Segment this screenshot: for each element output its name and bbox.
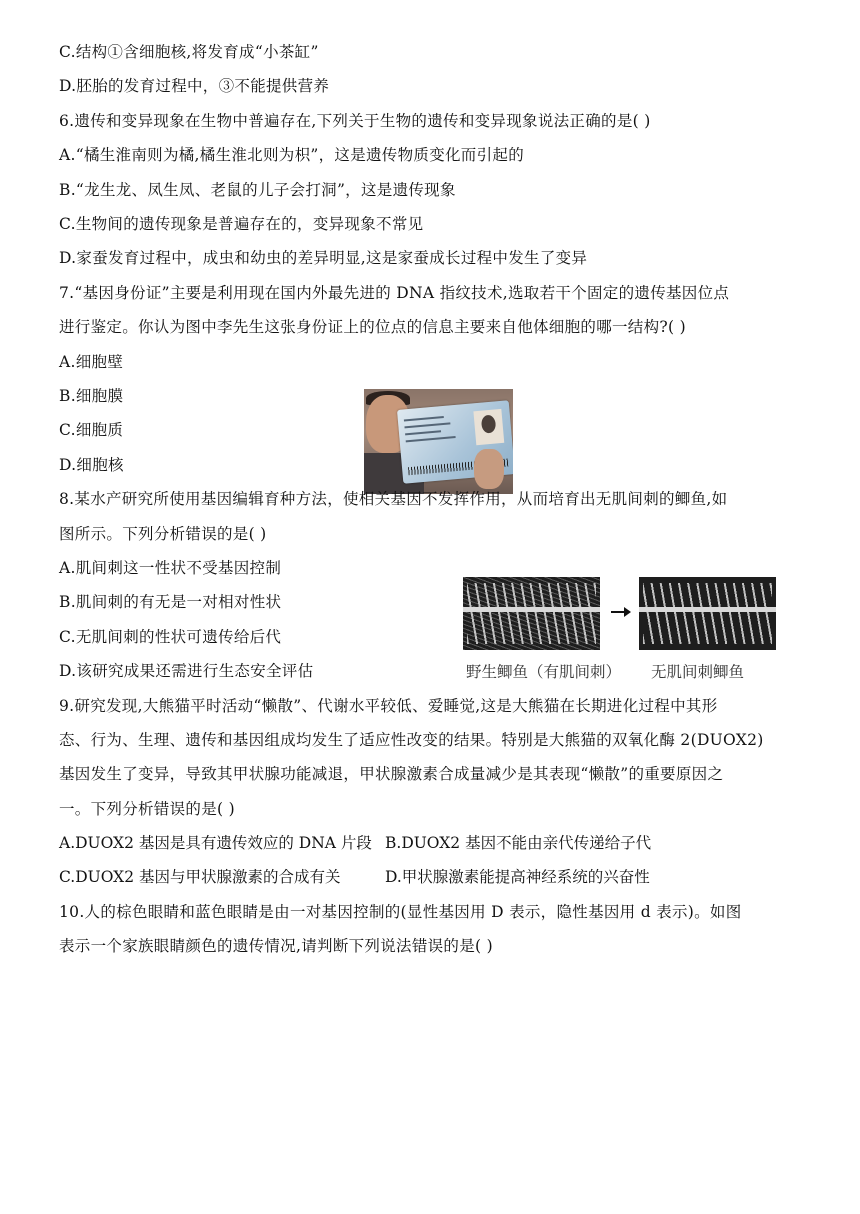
q5-option-c: C.结构①含细胞核,将发育成“小茶缸” [59, 43, 319, 61]
q5-option-d: D.胚胎的发育过程中，③不能提供营养 [59, 77, 330, 95]
q9-stem-line2: 态、行为、生理、遗传和基因组成均发生了适应性改变的结果。特别是大熊猫的双氧化酶 2(DUOX2) [59, 731, 764, 749]
q8-stem-line1: 8.某水产研究所使用基因编辑育种方法，使相关基因不发挥作用，从而培育出无肌间刺的鲫鱼,如 [59, 490, 728, 508]
q8-option-c: C.无肌间刺的性状可遗传给后代 [59, 628, 282, 646]
q6-option-d: D.家蚕发育过程中，成虫和幼虫的差异明显,这是家蚕成长过程中发生了变异 [59, 249, 588, 267]
q9-option-a: A.DUOX2 基因是具有遗传效应的 DNA 片段 [59, 834, 372, 852]
q6-option-a: A.“橘生淮南则为橘,橘生淮北则为枳”，这是遗传物质变化而引起的 [59, 146, 524, 164]
q8-stem-line2: 图所示。下列分析错误的是( ) [59, 525, 267, 543]
q8-option-b: B.肌间刺的有无是一对相对性状 [59, 593, 282, 611]
q7-stem-line1: 7.“基因身份证”主要是利用现在国内外最先进的 DNA 指纹技术,选取若干个固定的遗传基因位点 [59, 284, 730, 302]
q7-stem-line2: 进行鉴定。你认为图中李先生这张身份证上的位点的信息主要来自他体细胞的哪一结构?( ) [59, 318, 686, 336]
q8-option-a: A.肌间刺这一性状不受基因控制 [59, 559, 282, 577]
q9-stem-line1: 9.研究发现,大熊猫平时活动“懒散”、代谢水平较低、爱睡觉,这是大熊猫在长期进化过程中其形 [59, 697, 718, 715]
q9-stem-line3: 基因发生了变异，导致其甲状腺功能减退，甲状腺激素合成量减少是其表现“懒散”的重要原因之 [59, 765, 724, 783]
q8-option-d: D.该研究成果还需进行生态安全评估 [59, 662, 314, 680]
q10-stem-line2: 表示一个家族眼睛颜色的遗传情况,请判断下列说法错误的是( ) [59, 937, 493, 955]
wild-carp-skeleton-image [463, 577, 600, 650]
q7-option-b: B.细胞膜 [59, 387, 124, 405]
q6-option-c: C.生物间的遗传现象是普遍存在的，变异现象不常见 [59, 215, 424, 233]
boneless-carp-skeleton-image [639, 577, 776, 650]
fish-left-caption: 野生鲫鱼（有肌间刺） [466, 663, 622, 681]
q6-stem: 6.遗传和变异现象在生物中普遍存在,下列关于生物的遗传和变异现象说法正确的是( ) [59, 112, 651, 130]
q7-option-d: D.细胞核 [59, 456, 124, 474]
q7-option-a: A.细胞壁 [59, 353, 124, 371]
q6-option-b: B.“龙生龙、凤生凤、老鼠的儿子会打洞”，这是遗传现象 [59, 181, 456, 199]
id-card-photo [364, 389, 513, 494]
q9-option-c: C.DUOX2 基因与甲状腺激素的合成有关 [59, 868, 341, 886]
q9-option-d: D.甲状腺激素能提高神经系统的兴奋性 [385, 868, 650, 886]
arrow-right-icon [610, 606, 632, 618]
q10-stem-line1: 10.人的棕色眼睛和蓝色眼睛是由一对基因控制的(显性基因用 D 表示，隐性基因用 d 表示)。如图 [59, 903, 742, 921]
q7-option-c: C.细胞质 [59, 421, 124, 439]
q9-option-b: B.DUOX2 基因不能由亲代传递给子代 [385, 834, 652, 852]
fish-right-caption: 无肌间刺鲫鱼 [651, 663, 745, 681]
q9-stem-line4: 一。下列分析错误的是( ) [59, 800, 235, 818]
